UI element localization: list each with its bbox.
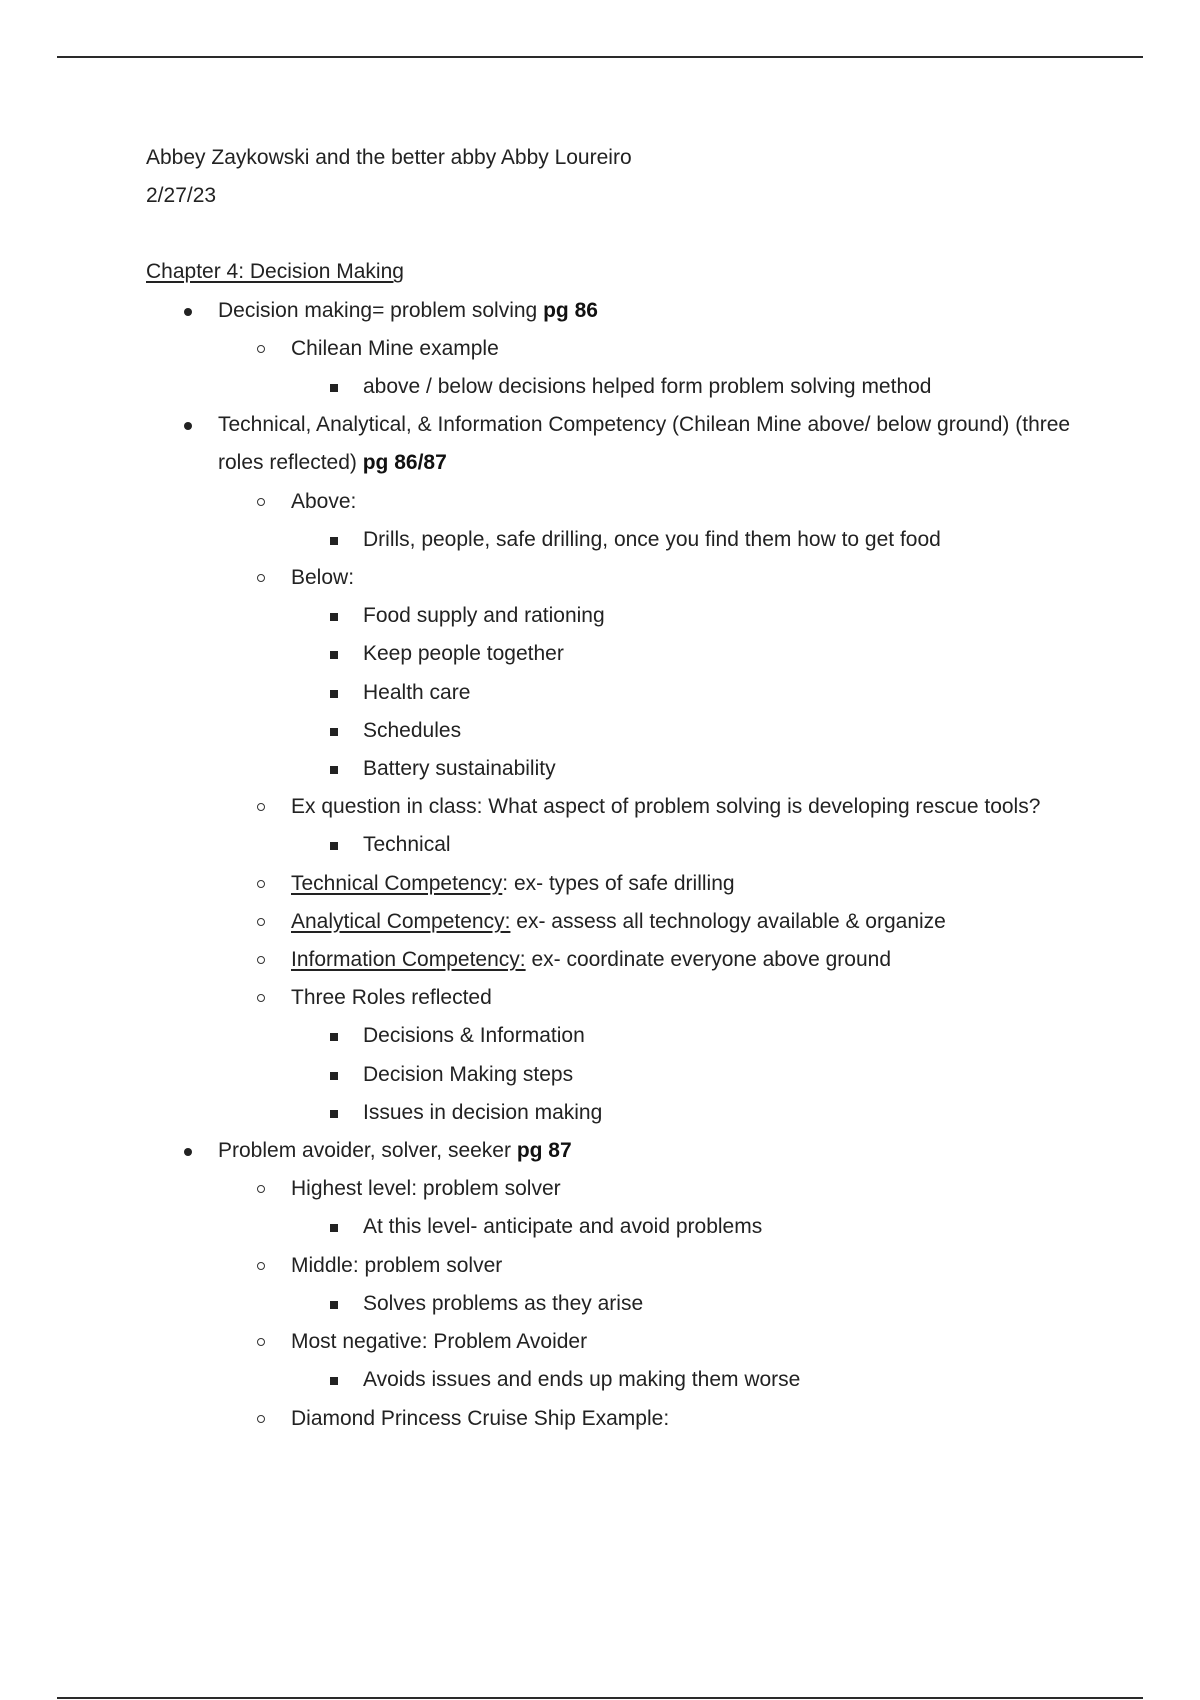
hollow-circle-bullet-icon xyxy=(257,1262,265,1270)
page-reference: pg 86 xyxy=(543,298,598,322)
list-item-most-negative xyxy=(146,1323,1106,1361)
list-item-text: Ex question in class: What aspect of problem solving is developing rescue tools? xyxy=(291,795,1041,819)
list-item-keep-together xyxy=(146,635,1106,673)
filled-circle-bullet-icon xyxy=(184,308,192,316)
list-item-text: Middle: problem solver xyxy=(291,1253,503,1277)
list-item-text: Technical, Analytical, & Information Competency (Chilean Mine above/ below ground) (three roles reflected) xyxy=(218,413,1071,475)
bottom-rule xyxy=(57,1697,1143,1699)
chapter-heading: Chapter 4: Decision Making xyxy=(146,260,404,284)
list-item-text: Problem avoider, solver, seeker xyxy=(218,1139,517,1163)
list-item-highest-level xyxy=(146,1170,1106,1208)
list-item-text: Battery sustainability xyxy=(363,757,556,781)
square-bullet-icon xyxy=(330,651,338,659)
list-item-middle xyxy=(146,1247,1106,1285)
list-item-text: Most negative: Problem Avoider xyxy=(291,1330,588,1354)
term-text: Information Competency: xyxy=(291,948,526,972)
square-bullet-icon xyxy=(330,537,338,545)
list-item-text: Schedules xyxy=(363,718,462,742)
top-rule xyxy=(57,56,1143,58)
square-bullet-icon xyxy=(330,1377,338,1385)
filled-circle-bullet-icon xyxy=(184,422,192,430)
list-item-technical xyxy=(146,826,1106,864)
page-reference: pg 86/87 xyxy=(362,451,447,475)
list-item-schedules xyxy=(146,712,1106,750)
hollow-circle-bullet-icon xyxy=(257,803,265,811)
list-item-information-competency xyxy=(146,941,1106,979)
square-bullet-icon xyxy=(330,1224,338,1232)
hollow-circle-bullet-icon xyxy=(257,994,265,1002)
list-item-text: : ex- types of safe drilling xyxy=(502,871,735,895)
list-item-text: Food supply and rationing xyxy=(363,604,605,628)
hollow-circle-bullet-icon xyxy=(257,918,265,926)
list-item-text: ex- assess all technology available & organize xyxy=(510,909,946,933)
list-item-text: Below: xyxy=(291,566,355,590)
page-reference: pg 87 xyxy=(516,1139,572,1163)
list-item-decisions-information xyxy=(146,1017,1106,1055)
list-item-text: Decisions & Information xyxy=(363,1024,585,1048)
list-item-health-care xyxy=(146,674,1106,712)
authors-line: Abbey Zaykowski and the better abby Abby Loureiro xyxy=(146,146,632,169)
square-bullet-icon xyxy=(330,728,338,736)
list-item-text: Three Roles reflected xyxy=(291,986,492,1010)
document-body xyxy=(146,139,1106,1438)
list-item-solves xyxy=(146,1285,1106,1323)
list-item-issues xyxy=(146,1094,1106,1132)
list-item-chilean-mine xyxy=(146,330,1106,368)
hollow-circle-bullet-icon xyxy=(257,1338,265,1346)
square-bullet-icon xyxy=(330,1110,338,1118)
list-item-text: Health care xyxy=(363,680,471,704)
list-item-above-below xyxy=(146,368,1106,406)
square-bullet-icon xyxy=(330,384,338,392)
list-item-text: Drills, people, safe drilling, once you find them how to get food xyxy=(363,527,941,551)
list-item-text: ex- coordinate everyone above ground xyxy=(525,948,892,972)
date-line: 2/27/23 xyxy=(146,184,217,208)
list-item-text: Diamond Princess Cruise Ship Example: xyxy=(291,1406,670,1430)
square-bullet-icon xyxy=(330,613,338,621)
list-item-text: Chilean Mine example xyxy=(291,336,499,360)
filled-circle-bullet-icon xyxy=(184,1148,192,1156)
term-text: Technical Competency xyxy=(291,871,503,895)
list-item-technical-competency xyxy=(146,865,1106,903)
blank-line xyxy=(146,215,1106,253)
list-item-decision-making xyxy=(146,292,1106,330)
list-item-text: Decision Making steps xyxy=(363,1062,574,1086)
hollow-circle-bullet-icon xyxy=(257,956,265,964)
list-item-text: Above: xyxy=(291,489,357,513)
list-item-text: Avoids issues and ends up making them worse xyxy=(363,1368,801,1392)
list-item-battery xyxy=(146,750,1106,788)
list-item-drills xyxy=(146,521,1106,559)
list-item-decision-steps xyxy=(146,1056,1106,1094)
list-item-ex-question xyxy=(146,788,1106,826)
hollow-circle-bullet-icon xyxy=(257,498,265,506)
list-item-text: Keep people together xyxy=(363,642,564,666)
list-item-analytical-competency xyxy=(146,903,1106,941)
square-bullet-icon xyxy=(330,1072,338,1080)
hollow-circle-bullet-icon xyxy=(257,880,265,888)
hollow-circle-bullet-icon xyxy=(257,345,265,353)
hollow-circle-bullet-icon xyxy=(257,1415,265,1423)
hollow-circle-bullet-icon xyxy=(257,1185,265,1193)
list-item-diamond-princess xyxy=(146,1400,1106,1438)
list-item-text: Highest level: problem solver xyxy=(291,1177,561,1201)
list-item-text: Decision making= problem solving xyxy=(218,298,544,322)
square-bullet-icon xyxy=(330,1301,338,1309)
list-item-above xyxy=(146,483,1106,521)
square-bullet-icon xyxy=(330,842,338,850)
list-item-competency xyxy=(146,406,1106,482)
list-item-text: Technical xyxy=(363,833,451,857)
list-item-text: above / below decisions helped form problem solving method xyxy=(363,375,932,399)
square-bullet-icon xyxy=(330,690,338,698)
list-item-text: At this level- anticipate and avoid problems xyxy=(363,1215,763,1239)
square-bullet-icon xyxy=(330,1033,338,1041)
list-item-food-supply xyxy=(146,597,1106,635)
term-text: Analytical Competency: xyxy=(291,909,511,933)
list-item-problem-types xyxy=(146,1132,1106,1170)
square-bullet-icon xyxy=(330,766,338,774)
list-item-anticipate xyxy=(146,1208,1106,1246)
list-item-text: Issues in decision making xyxy=(363,1100,603,1124)
list-item-below xyxy=(146,559,1106,597)
list-item-three-roles xyxy=(146,979,1106,1017)
list-item-text: Solves problems as they arise xyxy=(363,1291,644,1315)
list-item-avoids xyxy=(146,1361,1106,1399)
hollow-circle-bullet-icon xyxy=(257,574,265,582)
